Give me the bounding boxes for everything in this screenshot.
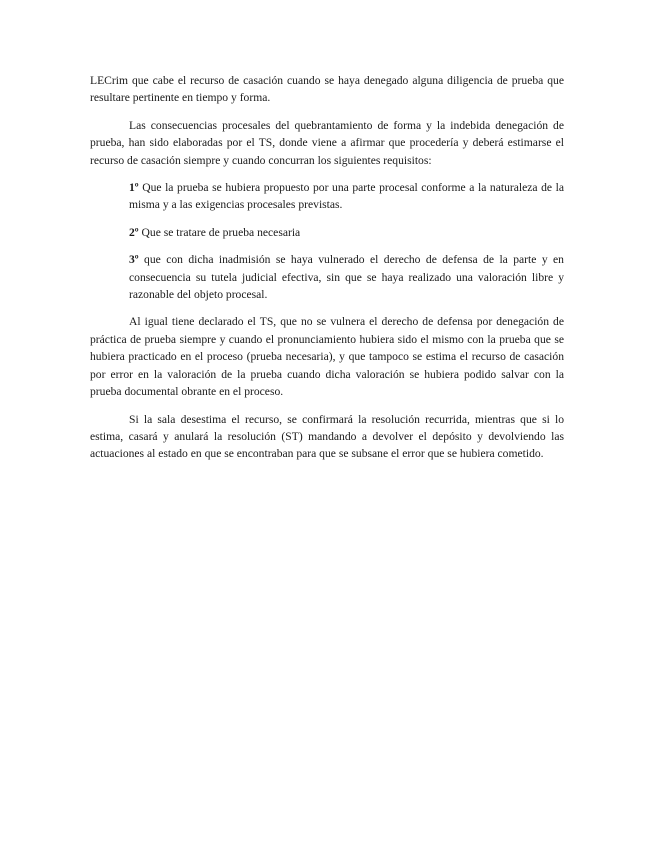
requisito-number: 2º xyxy=(129,225,139,239)
requisito-3 xyxy=(129,251,564,303)
requisito-number: 3º xyxy=(129,253,139,267)
requisito-text: que con dicha inadmisión se haya vulnerado el derecho de defensa de la parte y en consecuencia su tutela judicial efectiva, sin que se haya realizado una valoración libre y razonable del objeto procesal. xyxy=(129,253,564,302)
paragraph-intro: LECrim que cabe el recurso de casación cuando se haya denegado alguna diligencia de prueba que resultare pertinente en tiempo y forma. xyxy=(90,74,564,105)
paragraph-al-igual: Al igual tiene declarado el TS, que no se vulnera el derecho de defensa por denegación de práctica de prueba siempre y cuando el pronunciamiento hubiera sido el mismo con la prueba que se hubiera practicado en el proceso (prueba necesaria), y que tampoco se estima el recurso de casación por error en la valoración de la prueba cuando dicha valoración se hubiera podido salvar con la prueba documental obrante en el proceso. xyxy=(90,315,564,399)
requisito-1 xyxy=(129,179,564,214)
requisito-number: 1º xyxy=(129,181,139,195)
requisito-text: Que se tratare de prueba necesaria xyxy=(141,225,301,239)
paragraph-si-la-sala: Si la sala desestima el recurso, se confirmará la resolución recurrida, mientras que si lo estima, casará y anulará la resolución (ST) mandando a devolver el depósito y devolviendo las actuaciones al estado en que se encontraban para que se subsane el error que se hubiera cometido. xyxy=(90,412,564,461)
paragraph-consecuencias: Las consecuencias procesales del quebrantamiento de forma y la indebida denegación de prueba, han sido elaboradas por el TS, donde viene a afirmar que procedería y deberá estimarse el recurso de casación siempre y cuando concurran los siguientes requisitos: xyxy=(90,118,564,167)
requisito-2 xyxy=(129,224,564,241)
document-body xyxy=(90,72,564,473)
requisito-text: Que la prueba se hubiera propuesto por una parte procesal conforme a la naturaleza de la misma y a las exigencias procesales previstas. xyxy=(129,181,564,212)
